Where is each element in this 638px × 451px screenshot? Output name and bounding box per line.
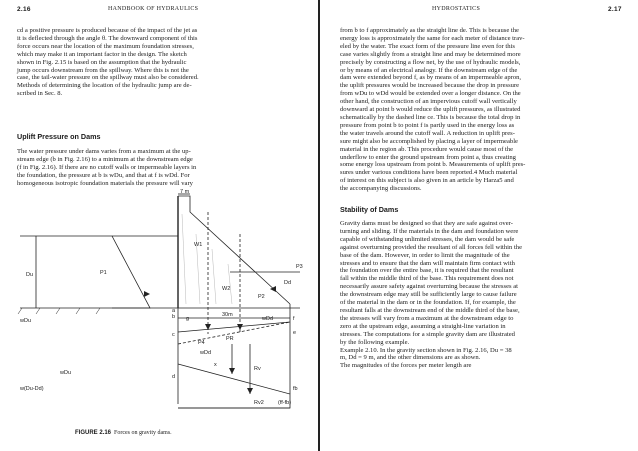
text-line: which may make it an important factor in the design. The sketch: [17, 50, 187, 58]
fig-label-Du: Du: [26, 272, 34, 278]
fig-label-w-diff: w(Du-Dd): [20, 386, 44, 392]
text-line: the water travels around the cutoff wall. A reduction in uplift pres-: [340, 129, 515, 137]
text-line: Methods of determining the location of the hydraulic jump are de-: [17, 82, 192, 90]
text-line: material in the region ab. This procedure would cause most of the: [340, 145, 514, 153]
fig-label-e: e: [293, 330, 297, 336]
text-line: fall within the middle third of the base. This requirement does not: [340, 275, 514, 283]
right-running-head: HYDROSTATICS: [432, 6, 481, 12]
fig-label-crest: 7 m: [180, 189, 190, 195]
fig-label-b: b: [172, 314, 176, 320]
text-line: the foundation, the pressure at b is wDu, and that at f is wDd. For: [17, 171, 190, 179]
text-line: from b to f approximately as the straight line de. This is because the: [340, 27, 519, 34]
text-line: capable of withstanding unlimited stresses, the dam would be safe: [340, 235, 515, 243]
right-page: [320, 0, 638, 451]
text-line: eled by the water. The exact form of the pressure line even for this: [340, 42, 515, 50]
text-line: the uplift pressures would be increased because the drop in pressure: [340, 82, 520, 90]
fig-label-c: c: [172, 332, 175, 338]
intro-paragraph: [17, 27, 305, 98]
fig-label-base-width: 30m: [222, 312, 233, 318]
fig-label-P3: P3: [296, 264, 303, 270]
fig-label-wDd-d: wDd: [200, 350, 212, 356]
text-line: scribed in Sec. 8.: [17, 90, 63, 98]
fig-label-Rv: Rv: [254, 366, 261, 372]
text-line: The magnitudes of the forces per meter length are: [340, 362, 472, 370]
fig-label-W2: W2: [222, 286, 231, 292]
continuation-paragraph: [340, 27, 630, 193]
fig-label-x: x: [214, 362, 217, 368]
fig-label-PR: PR: [226, 336, 234, 342]
text-line: sures under various conditions have been reported.4 Much material: [340, 169, 518, 177]
left-running-head: HANDBOOK OF HYDRAULICS: [108, 6, 199, 12]
fig-label-f: f: [293, 316, 295, 322]
text-line: force occurs near the location of the maximum foundation stresses,: [17, 42, 194, 50]
text-line: from wDu to wDd would be extended over a longer distance. On the: [340, 90, 521, 98]
text-line: shown in Fig. 2.15 is based on the assumption that the hydraulic: [17, 58, 187, 66]
text-line: Gravity dams must be designed so that they are safe against over-: [340, 220, 513, 227]
text-line: other hand, the construction of an impervious cutoff wall vertically: [340, 98, 517, 106]
upstream-pressure-diagram: [112, 236, 150, 308]
section-heading-uplift: Uplift Pressure on Dams: [17, 132, 101, 141]
text-line: cd a positive pressure is produced because of the impact of the jet as: [17, 27, 198, 34]
fig-label-P4: P4: [198, 340, 205, 346]
left-page: [0, 0, 318, 451]
fig-label-P1: P1: [100, 270, 107, 276]
text-line: base of the dam. However, in order to limit the magnitude of the: [340, 251, 510, 259]
text-line: against overturning provided the resultant of all forces fell within the: [340, 243, 523, 251]
caption-text: Forces on gravity dams.: [114, 430, 172, 436]
text-line: of interest on this subject is also given in an article by Harza5 and: [340, 177, 514, 185]
text-line: (f in Fig. 2.16). If there are no cutoff walls or impermeable layers in: [17, 163, 197, 171]
left-page-number: 2.16: [17, 6, 31, 13]
text-line: dam were extended beyond f, as by means of an impermeable apron,: [340, 74, 522, 82]
fig-label-d: d: [172, 374, 176, 380]
text-line: homogeneous isotropic foundation materials the pressure will vary: [17, 179, 193, 187]
caption-label: FIGURE 2.16: [75, 430, 112, 436]
text-line: the foundation over the entire base, it is required that the resultant: [340, 267, 514, 275]
text-line: precisely by constructing a flow net, by the use of hydraulic models,: [340, 58, 521, 66]
fig-label-wDu-c: wDu: [60, 370, 72, 376]
text-line: some energy loss upstream from point b. Measurements of uplift pres-: [340, 161, 526, 169]
fig-label-g: g: [186, 316, 190, 322]
right-page-number: 2.17: [608, 6, 622, 13]
fig-label-P2: P2: [258, 294, 265, 300]
text-line: sure might also be accomplished by placing a layer of impermeable: [340, 137, 518, 145]
section-heading-stability: Stability of Dams: [340, 205, 399, 214]
figure-caption: [75, 430, 172, 436]
figure-gravity-dam: [0, 189, 318, 424]
text-line: stream edge (b in Fig. 2.16) to a minimum at the downstream edge: [17, 155, 193, 163]
text-line: zero at the upstream edge, assuming a straight-line variation in: [340, 322, 506, 330]
fig-label-a: a: [172, 308, 176, 314]
text-line: the stresses will vary from a maximum at the downstream edge to: [340, 314, 514, 322]
stability-paragraph: [340, 220, 630, 370]
text-line: downward at point b would reduce the uplift pressures, as illustrated: [340, 106, 521, 114]
text-line: case varies slightly from a straight line and may be determined more: [340, 50, 521, 58]
text-line: m, Dd = 9 m, and the other dimensions are as shown.: [340, 354, 481, 362]
text-line: schematically by the dashed line ce. This is because the total drop in: [340, 113, 521, 121]
text-line: The water pressure under dams varies from a maximum at the up-: [17, 148, 191, 155]
uplift-paragraph: [17, 148, 305, 188]
text-line: stresses. The computations for a simple gravity dam are illustrated: [340, 330, 515, 338]
text-line: turning and sliding. If the materials in the dam and foundation were: [340, 227, 519, 235]
text-line: by the following example.: [340, 338, 410, 346]
text-line: underflow to enter the ground upstream from point a, thus creating: [340, 153, 516, 161]
text-line: Example 2.10. In the gravity section shown in Fig. 2.16, Du = 38: [340, 346, 512, 354]
text-line: of the material in the dam or in the foundation. If, for example, the: [340, 299, 516, 307]
text-line: pressure from point b to point f is partly used in the energy loss as: [340, 121, 515, 129]
fig-label-diff-f: (ff-fb): [278, 400, 292, 406]
text-line: the downstream edge may still be sufficiently large to cause failure: [340, 291, 517, 299]
text-line: energy loss is approximately the same for each meter of distance trav-: [340, 34, 525, 42]
text-line: or by means of an electrical analogy. If the downstream edge of the: [340, 66, 518, 74]
fig-label-Dd: Dd: [284, 280, 292, 286]
fig-label-Rv2: Rv2: [254, 400, 264, 406]
fig-label-wDu: wDu: [20, 318, 32, 324]
text-line: resultant falls at the downstream end of the middle third of the base,: [340, 306, 520, 314]
fig-label-wDd: wDd: [262, 316, 274, 322]
text-line: stresses and to ensure that the dam will maintain firm contact with: [340, 259, 515, 267]
text-line: the accompanying discussions.: [340, 185, 422, 193]
fig-label-W1: W1: [194, 242, 203, 248]
fig-label-fb: fb: [293, 386, 298, 392]
text-line: it is deflected through the angle θ. The downward component of this: [17, 34, 198, 42]
text-line: case, the tail-water pressure on the spillway must also be considered.: [17, 74, 199, 82]
text-line: jump occurs downstream from the spillway. Where this is not the: [17, 66, 189, 74]
text-line: necessarily assure safety against overturning because the stresses at: [340, 283, 518, 291]
